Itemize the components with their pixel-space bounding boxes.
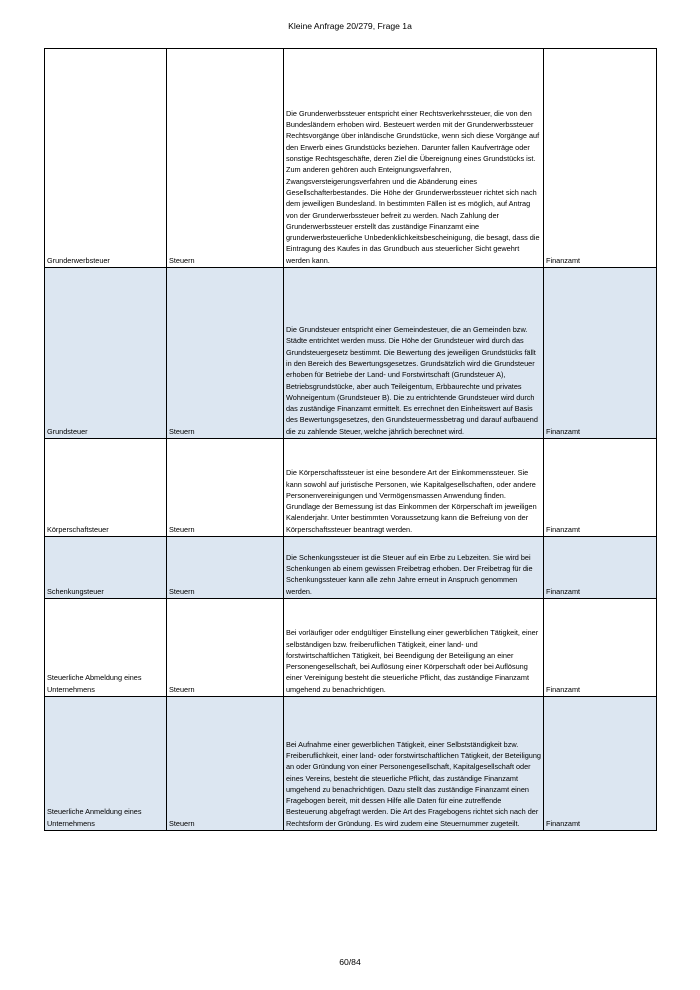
page-number: 60/84 [339,957,361,967]
description-cell: Die Grunderwerbssteuer entspricht einer Rechtsverkehrssteuer, die von den Bundesländern erhoben wird. Besteuert werden mit der Grunderwerbssteuer Rechtsvorgänge über inländische Grundstücke, wenn sich diese Vorgänge auf den Erwerb eines Grundstücks beziehen. Darunter fallen Kaufverträge oder sonstige Rechtsgeschäfte, deren Ziel die Übereignung eines Grundstücks ist. Zum anderen gehören auch Enteignungsverfahren, Zwangsversteigerungsverfahren und die Abänderung eines Gesellschafterbestandes. Die Höhe der Grunderwerbssteuer richtet sich nach dem jeweiligen Bundesland. In bestimmten Fällen ist es möglich, auf Antrag von der Grunderwerbssteuer befreit zu werden. Nach Zahlung der Grunderwerbssteuer erstellt das zuständige Finanzamt eine grunderwerbsteuerliche Unbedenklichkeitsbescheinigung, die besagt, dass die Eintragung des Kaufes in das Grundbuch aus steuerlicher Sicht gewehrt werden kann. [284,49,544,268]
table-row [45,49,657,268]
table-row [45,599,657,697]
category-cell: Steuern [167,439,284,537]
authority-cell: Finanzamt [544,537,657,599]
description-cell: Die Schenkungssteuer ist die Steuer auf ein Erbe zu Lebzeiten. Sie wird bei Schenkungen ab einem gewissen Freibetrag erhoben. Der Freibetrag für die Schenkungssteuer kann alle zehn Jahre erneut in Anspruch genommen werden. [284,537,544,599]
description-cell: Die Körperschaftssteuer ist eine besondere Art der Einkommenssteuer. Sie kann sowohl auf juristische Personen, wie Kapitalgesellschaften, oder andere Personenvereinigungen und Vermögensmassen Anwendung finden. Grundlage der Bemessung ist das Einkommen der Körperschaft im jeweiligen Kalenderjahr. Unter bestimmten Voraussetzung kann die Befreiung von der Körperschaftssteuer beantragt werden. [284,439,544,537]
table-row [45,537,657,599]
table-row [45,268,657,439]
table-row [45,697,657,831]
authority-cell: Finanzamt [544,697,657,831]
category-cell: Steuern [167,599,284,697]
category-cell: Steuern [167,49,284,268]
category-cell: Steuern [167,268,284,439]
authority-cell: Finanzamt [544,439,657,537]
authority-cell: Finanzamt [544,268,657,439]
page-header: Kleine Anfrage 20/279, Frage 1a [288,21,412,31]
description-cell: Bei Aufnahme einer gewerblichen Tätigkeit, einer Selbstständigkeit bzw. Freiberuflichkeit, einer land- oder forstwirtschaftlichen Tätigkeit, der Beteiligung an oder Gründung von einer Personengesellschaft, Kapitalgesellschaft oder eines Vereins, besteht die steuerliche Pflicht, das zuständige Finanzamt umgehend zu benachrichtigen. Dazu stellt das zuständige Finanzamt einen Fragebogen bereit, mit dessen Hilfe alle Daten für eine zutreffende Besteuerung abgefragt werden. Die Art des Fragebogens richtet sich nach der Rechtsform der Gründung. Es wird zudem eine Steuernummer zugeteilt. [284,697,544,831]
category-cell: Steuern [167,537,284,599]
table-row [45,439,657,537]
description-cell: Die Grundsteuer entspricht einer Gemeindesteuer, die an Gemeinden bzw. Städte entrichtet werden muss. Die Höhe der Grundsteuer wird durch das Grundsteuergesetz bestimmt. Die Bewertung des jeweiligen Grundstücks fällt in den Bereich des Bewertungsgesetzes. Grundsätzlich wird die Grundsteuer erhoben für Betriebe der Land- und Forstwirtschaft (Grundsteuer A), Betriebsgrundstücke, aber auch Teileigentum, Erbbaurechte und privates Wohneigentum (Grundsteuer B). Die zu entrichtende Grundsteuer wird durch das zuständige Finanzamt ermittelt. Es errechnet den Einheitswert auf Basis des Bewertungsgesetzes, den Grundsteuermessbetrag und darauf aufbauend die zu zahlende Steuer, welche jährlich berechnet wird. [284,268,544,439]
authority-cell: Finanzamt [544,49,657,268]
service-name-cell: Steuerliche Anmeldung eines Unternehmens [45,697,167,831]
service-name-cell: Steuerliche Abmeldung eines Unternehmens [45,599,167,697]
authority-cell: Finanzamt [544,599,657,697]
category-cell: Steuern [167,697,284,831]
services-table [44,48,657,831]
description-cell: Bei vorläufiger oder endgültiger Einstellung einer gewerblichen Tätigkeit, einer selbständigen bzw. freiberuflichen Tätigkeit, einer land- und forstwirtschaftlichen Tätigkeit, bei Beendigung der Beteiligung an einer Personengesellschaft, bei Auflösung einer Körperschaft oder bei Auflösung einer Vereinigung besteht die steuerliche Pflicht, das zuständige Finanzamt umgehend zu benachrichtigen. [284,599,544,697]
service-name-cell: Grundsteuer [45,268,167,439]
service-name-cell: Schenkungsteuer [45,537,167,599]
service-name-cell: Körperschaftsteuer [45,439,167,537]
service-name-cell: Grunderwerbsteuer [45,49,167,268]
